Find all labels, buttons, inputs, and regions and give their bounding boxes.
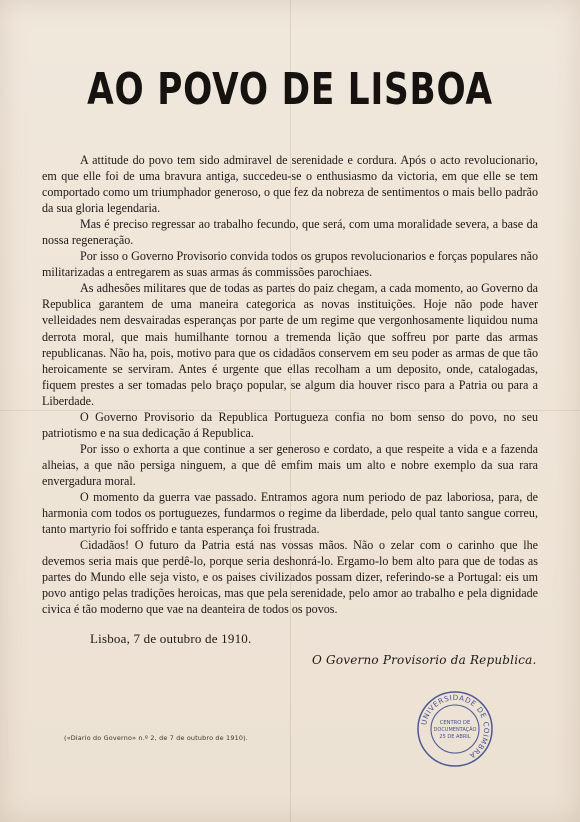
stamp-line: 25 DE ABRIL [439, 734, 471, 740]
document-body [42, 152, 538, 617]
paragraph: Mas é preciso regressar ao trabalho fecundo, que será, com uma moralidade severa, a base da nossa regeneração. [42, 217, 538, 248]
paragraph: Por isso o Governo Provisorio convida todos os grupos revolucionarios e forças populares não militarizadas a entregarem as suas armas ás commissões parochiaes. [42, 249, 538, 280]
paragraph: As adhesões militares que de todas as partes do paiz chegam, a cada momento, ao Governo da Republica garantem de uma maneira categorica as novas instituições. Hoje não pode haver velleidades nem desvairadas esperanças por parte de um regime que vergonhosamente liquidou numa derrota moral, que mais humilhante tornou a tremenda lição que soffreu por parte das armas republicanas. Não ha, pois, motivo para que os cidadãos conservem em seu poder as armas de que tão heroicamente se serviram. Antes é urgente que ellas recolham a um deposito, onde, catalogadas, fiquem prestes a ser tomadas pelo braço popular, se algum dia houver risco para a Patria ou para a Liberdade. [42, 281, 538, 408]
paragraph: O momento da guerra vae passado. Entramos agora num periodo de paz laboriosa, para, de harmonia com todos os portuguezes, fundarmos o regime da liberdade, pelo qual tanto sangue correu, tanto martyrio foi soffrido e tanta esperança foi frustrada. [42, 489, 538, 537]
archive-stamp [416, 690, 494, 768]
paragraph: Por isso o exhorta a que continue a ser generoso e cordato, a que respeite a vida e a fazenda alheias, a que não persiga ninguem, a que dê emfim mais um alto e nobre exemplo da sua rara envergadura moral. [42, 441, 538, 488]
place-date: Lisboa, 7 de outubro de 1910. [90, 631, 252, 646]
signature: O Governo Provisorio da Republica. [312, 653, 537, 667]
stamp-line: DOCUMENTAÇÃO [433, 727, 477, 733]
source-note: («Diario do Governo» n.º 2, de 7 de outubro de 1910). [64, 734, 249, 742]
paragraph: Cidadãos! O futuro da Patria está nas vossas mãos. Não o zelar com o carinho que lhe devemos seria mais que perdê-lo, porque seria deshonrá-lo. Ergamo-lo bem alto para que de todas as partes do Mundo elle seja visto, e os paises civilizados possam dizer, referindo-se a Portugal: eis um povo antigo pelas tradições heroicas, mas que pela serenidade, pelo amor ao trabalho e pela dignidade civica é tão moderno que vae na deanteira de todos os povos. [42, 538, 538, 617]
stamp-ring-text: UNIVERSIDADE DE COIMBRA [419, 692, 492, 761]
document-title: AO POVO DE LISBOA [87, 64, 493, 115]
paragraph: A attitude do povo tem sido admiravel de serenidade e cordura. Após o acto revolucionario, em que elle foi de uma bravura antiga, succedeu-se o enthusiasmo da victoria, em que elle se tem comportado como um triumphador generoso, o que fez da nobreza de sentimentos o mais bello padrão da sua gloria legendaria. [42, 153, 538, 216]
paragraph: O Governo Provisorio da Republica Portugueza confia no bom senso do povo, no seu patriotismo e na sua dedicação á Republica. [42, 409, 538, 440]
stamp-line: CENTRO DE [439, 720, 471, 726]
